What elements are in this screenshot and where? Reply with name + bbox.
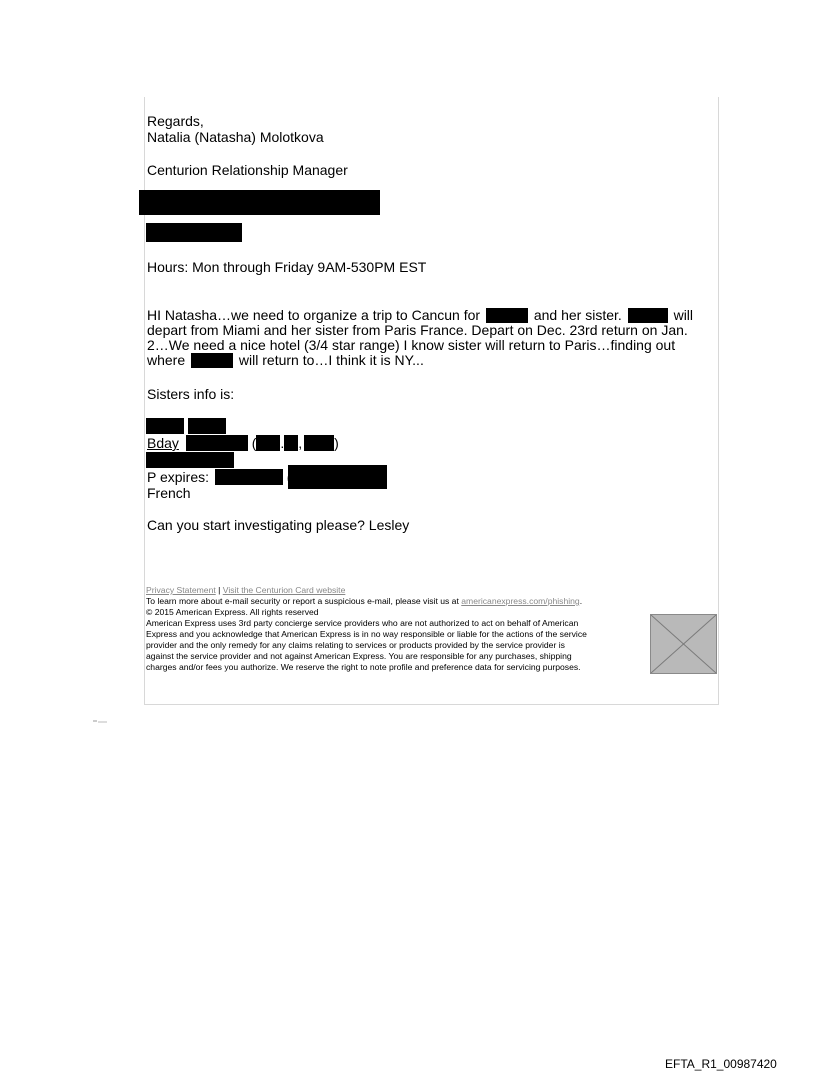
- redaction-inline: [628, 308, 668, 323]
- message-line-1: [147, 307, 693, 323]
- sender-name: Natalia (Natasha) Molotkova: [147, 129, 324, 145]
- redaction-block: [146, 223, 242, 242]
- redaction-inline: [191, 353, 233, 368]
- redaction-inline: [486, 308, 528, 323]
- message-text: HI Natasha…we need to organize a trip to Cancun for: [147, 307, 481, 323]
- passport-label: P expires:: [147, 469, 209, 485]
- sisters-info-label: Sisters info is:: [147, 386, 235, 402]
- link-separator: |: [218, 585, 221, 595]
- disclaimer-line: provider and the only remedy for any claims relating to services or products provided by the service provider is: [146, 640, 565, 650]
- redaction-inline: [256, 435, 280, 451]
- redaction-inline: [215, 469, 283, 485]
- security-text: To learn more about e-mail security or report a suspicious e-mail, please visit us at: [146, 596, 459, 606]
- bday-label: Bday: [147, 435, 179, 451]
- closing-line: Can you start investigating please? Lesley: [147, 517, 410, 533]
- message-text: where: [147, 352, 186, 368]
- copyright: © 2015 American Express. All rights reserved: [146, 607, 319, 617]
- redaction-block: [146, 418, 184, 434]
- phishing-link[interactable]: americanexpress.com/phishing: [461, 596, 580, 606]
- regards-line: Regards,: [147, 113, 204, 129]
- sender-title: Centurion Relationship Manager: [147, 162, 348, 178]
- message-line-4: [147, 352, 424, 368]
- image-placeholder-cross: [651, 615, 716, 673]
- redaction-inline: [186, 435, 248, 451]
- redaction-block: [288, 465, 387, 489]
- security-end: .: [579, 596, 583, 606]
- redaction-block: [146, 452, 234, 468]
- disclaimer-line: charges and/or fees you authorize. We reserve the right to note profile and preference data for servicing purposes.: [146, 662, 581, 672]
- disclaimer-line: against the service provider and not against American Express. You are responsible for any purchases, shipping: [146, 651, 572, 661]
- disclaimer-line: Express and you acknowledge that American Express is in no way responsible or liable for the actions of the service: [146, 629, 587, 639]
- bday-paren: (: [251, 435, 257, 451]
- hours-line: Hours: Mon through Friday 9AM-530PM EST: [147, 259, 427, 275]
- privacy-statement-link[interactable]: Privacy Statement: [146, 585, 216, 595]
- bday-comma: ,: [298, 435, 303, 451]
- bday-dot: .: [280, 435, 285, 451]
- redaction-block: [188, 418, 226, 434]
- redaction-inline: [284, 435, 298, 451]
- nationality: French: [147, 485, 191, 501]
- scan-mark: [93, 718, 107, 726]
- passport-line: [147, 469, 291, 485]
- bday-paren: ): [334, 435, 339, 451]
- redaction-inline: [304, 435, 334, 451]
- redaction-block: [139, 190, 380, 215]
- message-line-2: depart from Miami and her sister from Paris France. Depart on Dec. 23rd return on Jan.: [147, 322, 688, 338]
- message-text: will: [673, 307, 694, 323]
- centurion-website-link[interactable]: Visit the Centurion Card website: [222, 585, 346, 595]
- message-line-3: 2…We need a nice hotel (3/4 star range) I know sister will return to Paris…finding out: [147, 337, 676, 353]
- message-text: will return to…I think it is NY...: [238, 352, 424, 368]
- disclaimer-line: American Express uses 3rd party concierge service providers who are not authorized to act on behalf of American: [146, 618, 579, 628]
- footer-links: [146, 585, 345, 595]
- bday-line: [147, 435, 339, 451]
- broken-image-icon: [650, 614, 717, 674]
- scan-mark-shape: [93, 718, 107, 724]
- document-id: EFTA_R1_00987420: [665, 1057, 777, 1071]
- message-text: and her sister.: [533, 307, 622, 323]
- security-line: [146, 596, 582, 606]
